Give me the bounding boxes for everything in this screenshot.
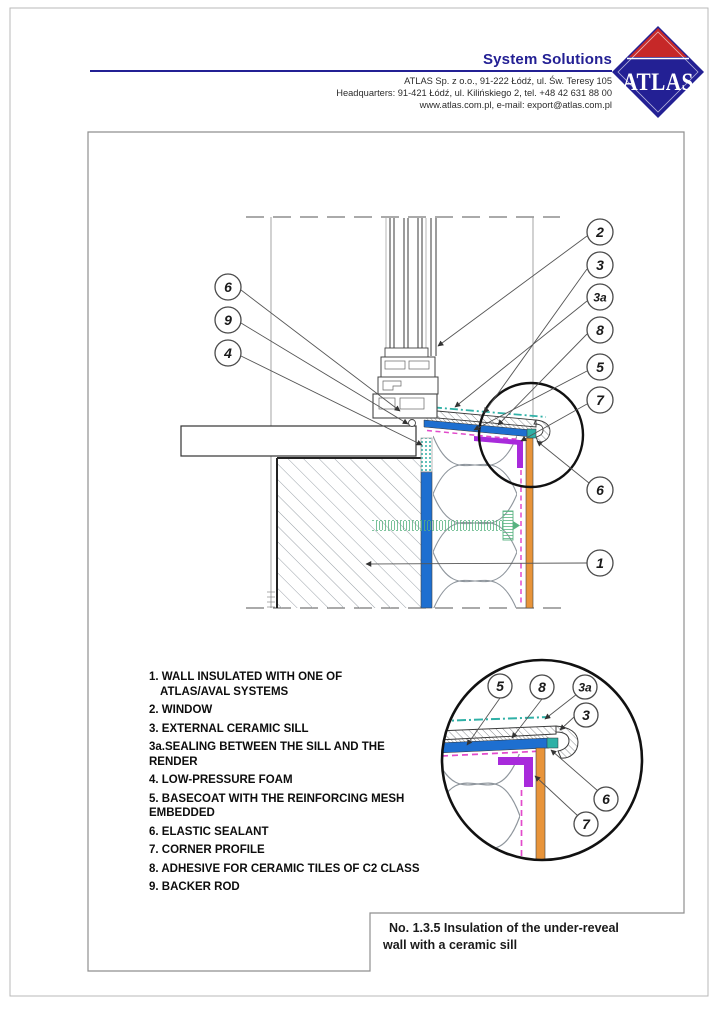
callout-9 <box>215 307 241 333</box>
callout-1 <box>587 550 613 576</box>
legend-line: 8. ADHESIVE FOR CERAMIC TILES OF C2 CLASS <box>149 862 420 875</box>
window-section <box>373 218 438 427</box>
svg-text:1: 1 <box>596 555 604 571</box>
legend-line: 4. LOW-PRESSURE FOAM <box>149 774 293 786</box>
legend-line: ATLAS/AVAL SYSTEMS <box>160 685 289 698</box>
corner-profile-vertical <box>517 440 523 468</box>
callout-4 <box>215 340 241 366</box>
callout-6-left <box>215 274 241 300</box>
detail-callout-5 <box>488 674 512 698</box>
glazing-bottom-bar <box>385 348 428 357</box>
svg-text:5: 5 <box>496 678 504 694</box>
legend-line: 3a.SEALING BETWEEN THE SILL AND THE <box>149 741 385 753</box>
legend-line: RENDER <box>149 755 198 768</box>
drawing-title-line2: wall with a ceramic sill <box>383 937 518 952</box>
detail-callout-8 <box>530 675 554 699</box>
logo-wordmark: ATLAS <box>622 68 694 97</box>
svg-text:6: 6 <box>596 482 604 498</box>
callout-8 <box>587 317 613 343</box>
detail-callout-3 <box>574 703 598 727</box>
main-section-drawing <box>181 217 613 610</box>
callout-2 <box>587 219 613 245</box>
masonry-wall <box>277 458 421 608</box>
legend-line: EMBEDDED <box>149 807 215 819</box>
render-layer-vertical <box>526 438 533 608</box>
svg-text:6: 6 <box>602 791 610 807</box>
atlas-logo <box>612 26 704 118</box>
window-sash-lower <box>378 377 438 394</box>
detail-corner-profile-v <box>524 757 533 787</box>
interior-sill-board <box>181 426 416 456</box>
adhesive-layer-vertical <box>421 472 432 608</box>
legend-line: 1. WALL INSULATED WITH ONE OF <box>149 671 343 683</box>
drawing-title-line1: No. 1.3.5 Insulation of the under-reveal <box>389 921 619 935</box>
brand-title: System Solutions <box>482 51 612 68</box>
callout-3 <box>587 252 613 278</box>
callout-5 <box>587 354 613 380</box>
sill-drip-edge <box>534 420 550 442</box>
svg-text:3: 3 <box>596 257 604 273</box>
detail-callout-7 <box>574 812 598 836</box>
legend-line: 2. WINDOW <box>149 704 213 716</box>
detail-callout-3a <box>573 675 597 699</box>
anchor-washer <box>503 511 513 540</box>
callout-6-right <box>587 477 613 503</box>
svg-text:9: 9 <box>224 312 232 328</box>
svg-text:8: 8 <box>596 322 604 338</box>
detail-callout-6 <box>594 787 618 811</box>
svg-text:3a: 3a <box>593 290 607 305</box>
address-line-2: Headquarters: 91-421 Łódź, ul. Kilińskiego 2, tel. +48 42 631 88 00 <box>336 87 612 98</box>
address-line-1: ATLAS Sp. z o.o., 91-222 Łódź, ul. Św. Teresy 105 <box>404 76 612 86</box>
legend-line: 9. BACKER ROD <box>149 881 240 893</box>
legend-line: 6. ELASTIC SEALANT <box>149 825 269 838</box>
backer-rod <box>409 420 416 427</box>
low-pressure-foam-strip <box>421 438 432 472</box>
legend-line: 3. EXTERNAL CERAMIC SILL <box>149 722 309 735</box>
svg-text:4: 4 <box>224 345 232 361</box>
address-line-3: www.atlas.com.pl, e-mail: export@atlas.com.pl <box>419 99 612 110</box>
svg-text:6: 6 <box>224 279 232 295</box>
legend-line: 5. BASECOAT WITH THE REINFORCING MESH <box>149 792 405 805</box>
detail-view <box>434 660 642 880</box>
svg-text:8: 8 <box>538 679 546 695</box>
svg-text:7: 7 <box>582 816 590 832</box>
callout-3a <box>587 284 613 310</box>
detail-render-layer <box>536 748 545 860</box>
svg-text:7: 7 <box>596 392 604 408</box>
anchor-tip <box>513 521 520 530</box>
anchor-shaft <box>374 521 504 530</box>
svg-text:2: 2 <box>596 224 604 240</box>
svg-text:3: 3 <box>582 707 590 723</box>
svg-text:5: 5 <box>596 359 604 375</box>
svg-text:3a: 3a <box>578 680 592 695</box>
callout-7 <box>587 387 613 413</box>
legend-line: 7. CORNER PROFILE <box>149 844 265 856</box>
detail-elastic-sealant <box>547 738 558 748</box>
window-sash <box>381 357 435 377</box>
